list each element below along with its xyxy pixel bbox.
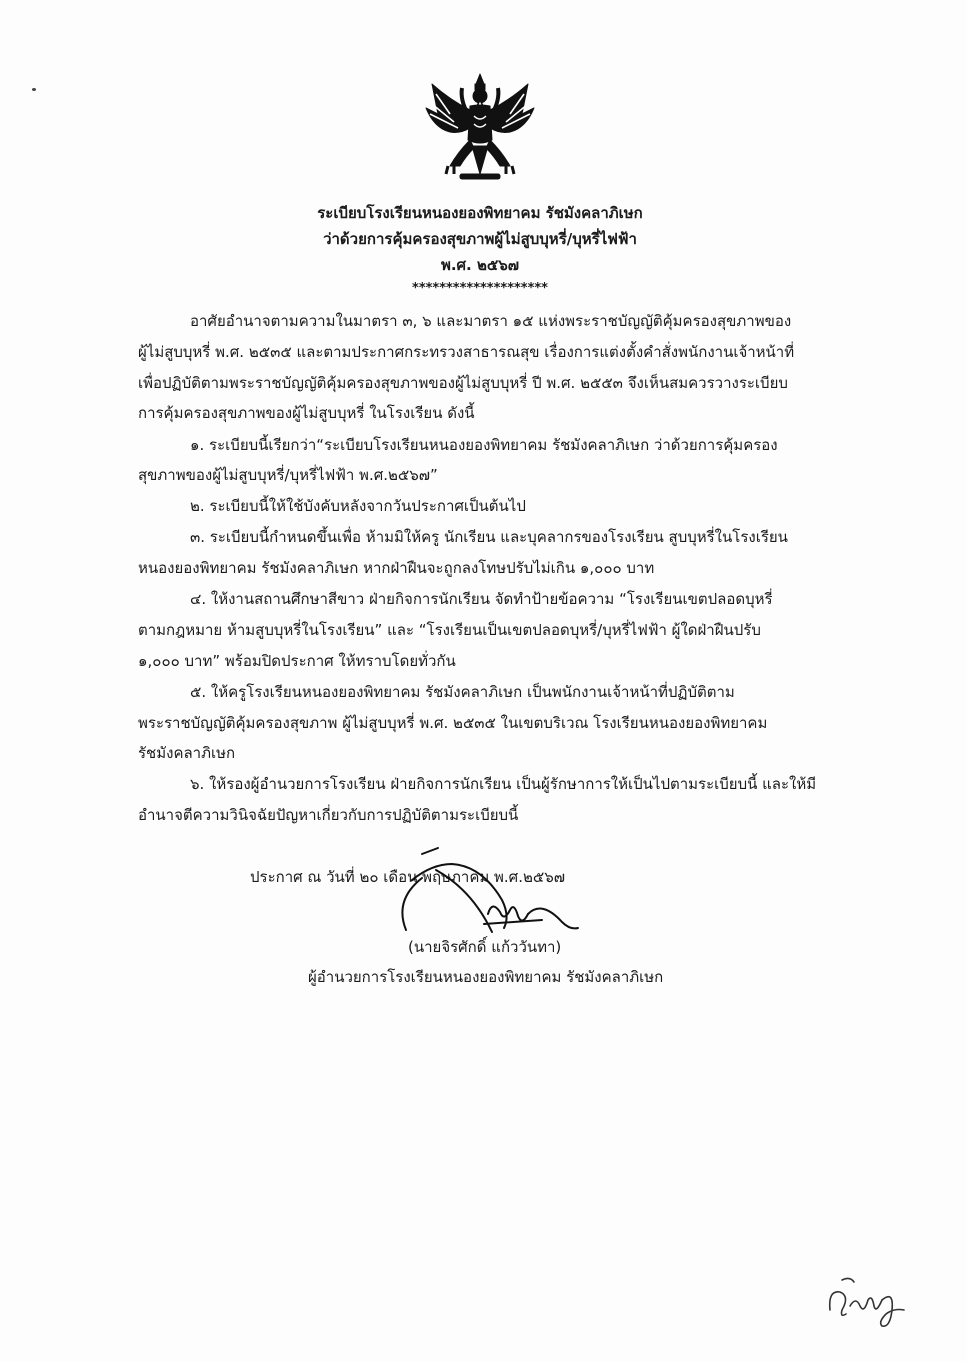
clause-4-line-3: ๑,๐๐๐ บาท” พร้อมปิดประกาศ ให้ทราบโดยทั่วกัน	[138, 652, 456, 670]
document-title-line1: ระเบียบโรงเรียนหนองยองพิทยาคม รัชมังคลาภิเษก	[317, 204, 643, 222]
clause-5-line-1: ๕. ให้ครูโรงเรียนหนองยองพิทยาคม รัชมังคลาภิเษก เป็นพนักงานเจ้าหน้าที่ปฏิบัติตาม	[190, 683, 735, 701]
document-year: พ.ศ. ๒๕๖๗	[440, 256, 520, 274]
clause-4-line-2: ตามกฎหมาย ห้ามสูบบุหรี่ในโรงเรียน” และ “โรงเรียนเป็นเขตปลอดบุหรี่/บุหรี่ไฟฟ้า ผู้ใดฝ่าฝืนปรับ	[138, 621, 761, 639]
announcement-date: ประกาศ ณ วันที่ ๒๐ เดือน พฤษภาคม พ.ศ.๒๕๖๗	[250, 868, 565, 886]
clause-6-line-1: ๖. ให้รองผู้อำนวยการโรงเรียน ฝ่ายกิจการนักเรียน เป็นผู้รักษาการให้เป็นไปตามระเบียบนี้ และให้มี	[190, 775, 817, 793]
document-title-line2: ว่าด้วยการคุ้มครองสุขภาพผู้ไม่สูบบุหรี่/บุหรี่ไฟฟ้า	[323, 230, 637, 248]
clause-2-line-1: ๒. ระเบียบนี้ให้ใช้บังคับหลังจากวันประกาศเป็นต้นไป	[190, 497, 526, 515]
garuda-emblem-icon	[420, 70, 540, 190]
handwritten-initials	[820, 1270, 910, 1330]
preamble-line-1: อาศัยอำนาจตามความในมาตรา ๓, ๖ และมาตรา ๑๕ แห่งพระราชบัญญัติคุ้มครองสุขภาพของ	[190, 312, 792, 330]
preamble-line-2: ผู้ไม่สูบบุหรี่ พ.ศ. ๒๕๓๕ และตามประกาศกระทรวงสาธารณสุข เรื่องการแต่งตั้งคำสั่งพนักงานเจ้าหน้าที่	[138, 343, 795, 361]
preamble-line-3: เพื่อปฏิบัติตามพระราชบัญญัติคุ้มครองสุขภาพของผู้ไม่สูบบุหรี่ ปี พ.ศ. ๒๕๕๓ จึงเห็นสมควรวางระเบียบ	[138, 374, 788, 392]
clause-6-line-2: อำนาจตีความวินิจฉัยปัญหาเกี่ยวกับการปฏิบัติตามระเบียบนี้	[138, 806, 519, 824]
preamble-line-4: การคุ้มครองสุขภาพของผู้ไม่สูบบุหรี่ ในโรงเรียน ดังนี้	[138, 404, 475, 422]
signer-title: ผู้อำนวยการโรงเรียนหนองยองพิทยาคม รัชมังคลาภิเษก	[308, 968, 664, 986]
scan-speck	[32, 88, 36, 91]
title-divider: ********************	[412, 281, 548, 296]
clause-4-line-1: ๔. ให้งานสถานศึกษาสีขาว ฝ่ายกิจการนักเรียน จัดทำป้ายข้อความ “โรงเรียนเขตปลอดบุหรี่	[190, 590, 773, 608]
handwritten-signature	[392, 840, 582, 950]
clause-1-line-2: สุขภาพของผู้ไม่สูบบุหรี่/บุหรี่ไฟฟ้า พ.ศ.๒๕๖๗”	[138, 466, 438, 484]
clause-3-line-1: ๓. ระเบียบนี้กำหนดขึ้นเพื่อ ห้ามมิให้ครู นักเรียน และบุคลากรของโรงเรียน สูบบุหรี่ในโรงเรียน	[190, 528, 788, 546]
clause-5-line-2: พระราชบัญญัติคุ้มครองสุขภาพ ผู้ไม่สูบบุหรี่ พ.ศ. ๒๕๓๕ ในเขตบริเวณ โรงเรียนหนองยองพิทยาคม	[138, 714, 768, 732]
clause-3-line-2: หนองยองพิทยาคม รัชมังคลาภิเษก หากฝ่าฝืนจะถูกลงโทษปรับไม่เกิน ๑,๐๐๐ บาท	[138, 559, 655, 577]
clause-5-line-3: รัชมังคลาภิเษก	[138, 744, 236, 762]
signer-name: (นายจิรศักดิ์ แก้ววันทา)	[408, 938, 562, 956]
clause-1-line-1: ๑. ระเบียบนี้เรียกว่า“ระเบียบโรงเรียนหนองยองพิทยาคม รัชมังคลาภิเษก ว่าด้วยการคุ้มครอง	[190, 436, 778, 454]
